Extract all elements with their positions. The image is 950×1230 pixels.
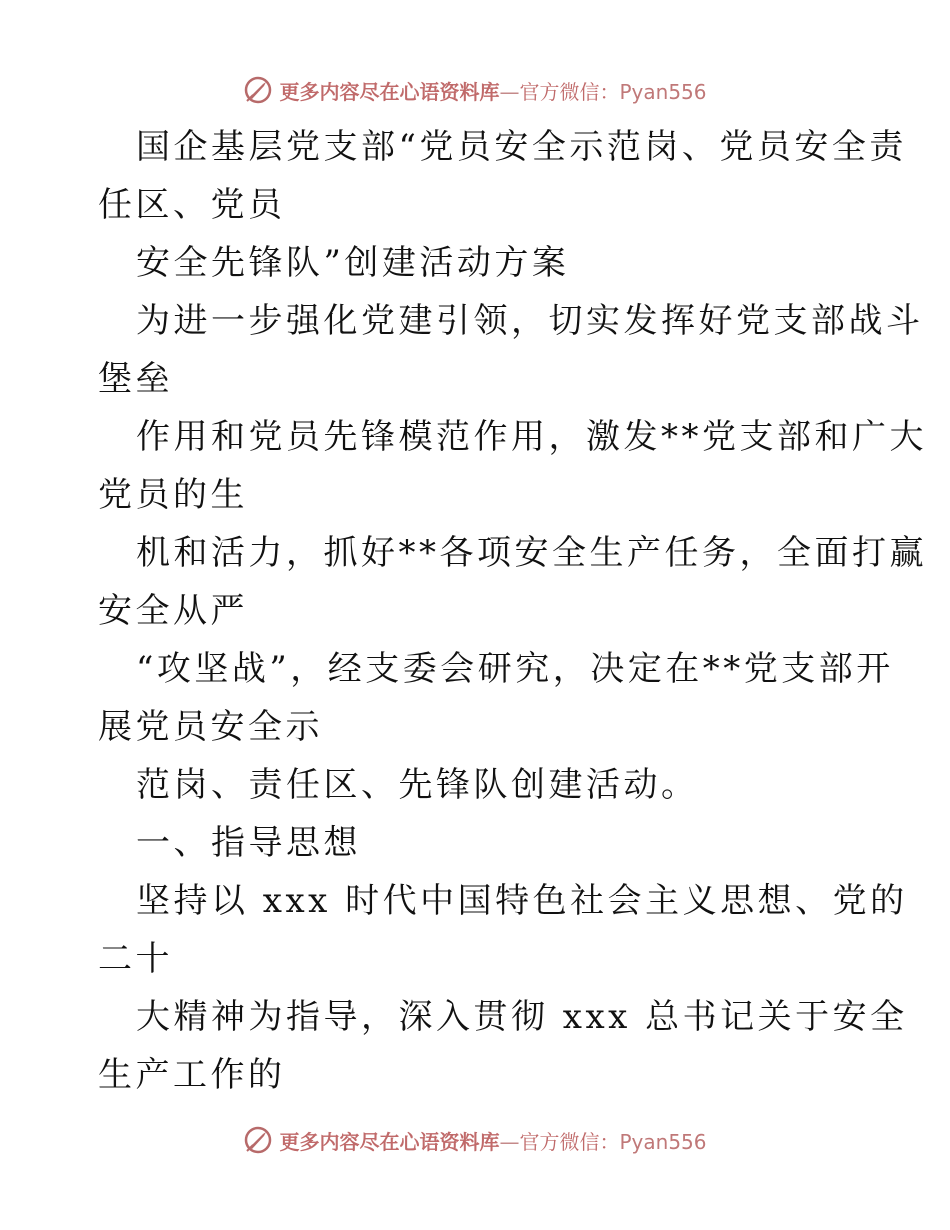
watermark-account: Pyan556 bbox=[619, 1129, 707, 1154]
watermark-text bbox=[279, 76, 706, 105]
title-line-3: 安全先锋队”创建活动方案 bbox=[136, 243, 570, 283]
footer-watermark bbox=[0, 1120, 950, 1160]
watermark-separator: — bbox=[499, 79, 520, 104]
paragraph-line: 生产工作的 bbox=[98, 1055, 286, 1095]
paragraph-line: 二十 bbox=[98, 939, 173, 979]
watermark-channel: 官方微信： bbox=[519, 79, 620, 104]
watermark-text bbox=[279, 1126, 706, 1155]
feather-pen-logo-icon bbox=[243, 75, 273, 105]
paragraph-line: 作用和党员先锋模范作用，激发**党支部和广大 bbox=[136, 417, 927, 457]
title-line-1: 国企基层党支部“党员安全示范岗、党员安全责 bbox=[136, 127, 907, 167]
header-watermark bbox=[0, 70, 950, 110]
paragraph-line: 展党员安全示 bbox=[98, 707, 323, 747]
paragraph-line: 范岗、责任区、先锋队创建活动。 bbox=[136, 765, 699, 805]
watermark-account: Pyan556 bbox=[619, 79, 707, 104]
paragraph-line: 大精神为指导，深入贯彻 xxx 总书记关于安全 bbox=[136, 997, 908, 1037]
paragraph-line: 安全从严 bbox=[98, 591, 248, 631]
watermark-separator: — bbox=[499, 1129, 520, 1154]
title-line-2: 任区、党员 bbox=[98, 185, 286, 225]
watermark-channel: 官方微信： bbox=[519, 1129, 620, 1154]
paragraph-line: 堡垒 bbox=[98, 359, 173, 399]
paragraph-line: 坚持以 xxx 时代中国特色社会主义思想、党的 bbox=[136, 881, 908, 921]
feather-pen-logo-icon bbox=[243, 1125, 273, 1155]
watermark-brand: 更多内容尽在心语资料库 bbox=[279, 1129, 500, 1154]
paragraph-line: 党员的生 bbox=[98, 475, 248, 515]
watermark-brand: 更多内容尽在心语资料库 bbox=[279, 79, 500, 104]
paragraph-line: 为进一步强化党建引领，切实发挥好党支部战斗 bbox=[136, 301, 924, 341]
paragraph-line: 机和活力，抓好**各项安全生产任务，全面打赢 bbox=[136, 533, 927, 573]
section-heading: 一、指导思想 bbox=[136, 823, 361, 863]
paragraph-line: “攻坚战”，经支委会研究，决定在**党支部开 bbox=[136, 649, 894, 689]
